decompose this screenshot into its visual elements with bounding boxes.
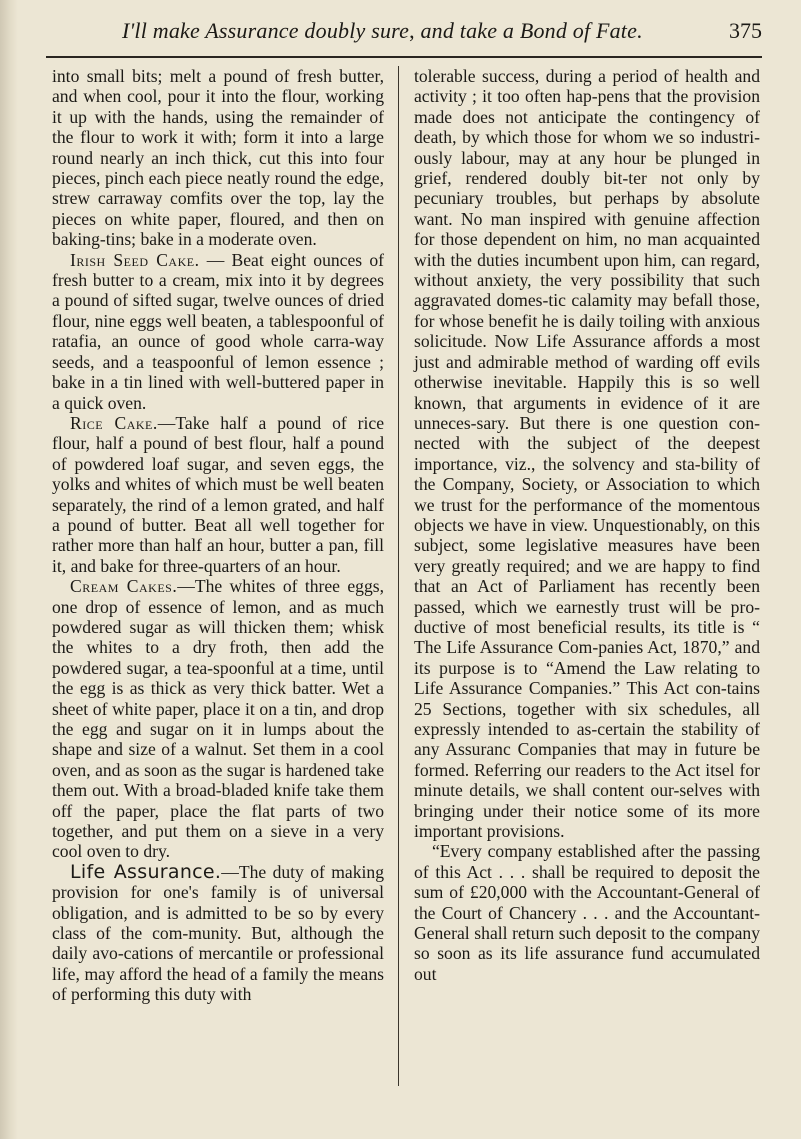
header-title (122, 18, 643, 44)
recipe-heading: Rice Cake. (70, 412, 158, 433)
recipe-heading: Irish Seed Cake. (70, 249, 200, 270)
column-divider (398, 66, 399, 1086)
running-header (122, 14, 762, 54)
recipe-irish-seed-cake (52, 250, 384, 413)
left-column (52, 66, 384, 1005)
act-quotation: “Every company established after the passing of this Act . . . shall be required to deposit the sum of £20,000 with the Accountant-General of the Court of Chancery . . . and the Accountant-General shall return such deposit to the company so soon as its life assurance fund accumulated out (414, 841, 760, 984)
right-column (414, 66, 760, 984)
header-title-part1: I'll make Assurance doubly sure (122, 18, 410, 43)
recipe-heading: Cream Cakes. (70, 576, 178, 597)
header-title-part2: and take a Bond of Fate. (414, 18, 643, 43)
section-heading: Life Assurance. (70, 860, 222, 883)
page-edge-shadow (0, 0, 18, 1139)
section-body: —The duty of making provision for one's family is of universal obligation, and is admitted to be so by every class of the com-munity. But, although the daily avo-cations of mercantile or professional life, may afford the head of a family the means of performing this duty with (52, 861, 384, 1005)
recipe-rice-cake (52, 413, 384, 576)
recipe-body: —Take half a pound of rice flour, half a pound of best flour, half a pound of powdered loaf sugar, and seven eggs, the yolks and whites of which must be well beaten separately, the rind of a lemon grated, and half a pound of butter. Beat all well together for rather more than half an hour, butter a pan, fill it, and bake for three-quarters of an hour. (52, 412, 385, 576)
section-life-assurance (52, 862, 384, 1005)
header-title-comma: , (409, 18, 415, 43)
recipe-body: — Beat eight ounces of fresh butter to a cream, mix into it by degrees a pound of sifted sugar, twelve ounces of dried flour, nine eggs well beaten, a tablespoonful of ratafia, an ounce of good whole carra-way seeds, and a teaspoonful of lemon essence ; bake in a tin lined with well-buttered paper in a quick oven. (52, 249, 384, 413)
page-number: 375 (729, 18, 762, 43)
recipe-body: —The whites of three eggs, one drop of essence of lemon, and as much powdered sugar as will thicken them; whisk the whites to a dry froth, then add the powdered sugar, a tea-spoonful at a time, until the egg is as thick as very thick batter. Wet a sheet of white paper, place it on a tin, and drop the egg and sugar on it in lumps about the shape and size of a walnut. Set them in a cool oven, and as soon as the sugar is hardened take them out. With a broad-bladed knife take them off the paper, place the flat parts of two together, and put them on a sieve in a very cool oven to dry. (52, 576, 384, 862)
paragraph-continued: tolerable success, during a period of health and activity ; it too often hap-pens that the provision made does not anticipate the contingency of death, by which those for whom we so industri-ously labour, may at any hour be plunged in grief, rendered doubly bit-ter not only by pecuniary troubles, but perhaps by absolute want. No man inspired with genuine affection for those dependent on him, no man acquainted with the duties incumbent upon him, can regard, without anxiety, the very possibility that such aggravated domes-tic calamity may befall those, for whose benefit he is daily toiling with anxious solicitude. Now Life Assurance affords a most just and admirable method of warding off evils otherwise inevitable. Happily this is so well known, that arguments in evidence of it are unneces-sary. But there is one question con-nected with the subject of the deepest importance, viz., the solvency and sta-bility of the Company, Society, or Association to which we trust for the performance of the momentous objects we have in view. Unquestionably, on this subject, some legislative measures have been very greatly required; and we are happy to find that an Act of Parliament has recently been passed, which we earnestly trust will be pro-ductive of most beneficial results, its title is “ The Life Assurance Com-panies Act, 1870,” and its purpose is to “Amend the Law relating to Life Assurance Companies.” This Act con-tains 25 Sections, together with six schedules, all expressly intended to as-certain the stability of any Assuranc Companies that may in future be formed. Referring our readers to the Act itsel for minute details, we shall content our-selves with bringing under their notice some of its more important provisions. (414, 66, 760, 842)
recipe-cream-cakes (52, 576, 384, 862)
header-rule (46, 56, 762, 58)
paragraph-continued: into small bits; melt a pound of fresh butter, and when cool, pour it into the flour, working it up with the hands, using the remainder of the flour to work it with; form it into a large round nearly an inch thick, cut this into four pieces, pinch each piece neatly round the edge, strew carraway comfits over the top, lay the pieces on white paper, floured, and then on baking-tins; bake in a moderate oven. (52, 66, 384, 250)
